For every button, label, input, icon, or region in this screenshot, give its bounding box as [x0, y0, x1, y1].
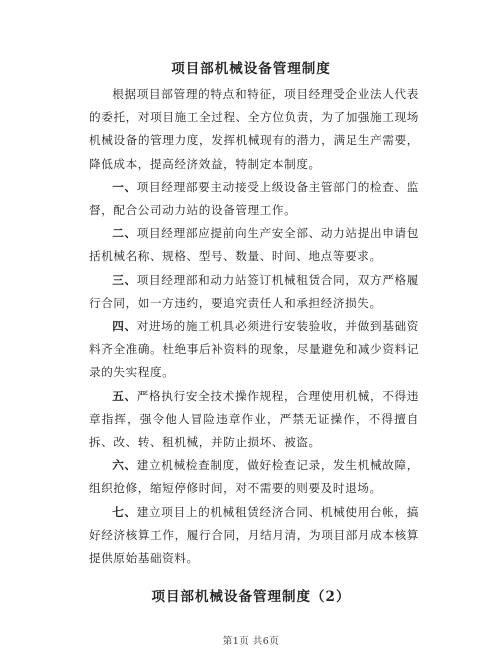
- paragraph-lead: 六、: [112, 458, 137, 473]
- page-number-footer: 第1页 共6页: [222, 636, 280, 647]
- paragraph-lead: 七、: [112, 504, 137, 519]
- paragraph-text: 严格执行安全技术操作规程，合理使用机械，不得违章指挥，强令他人冒险违章作业，严禁无证操作，不得擅自拆、改、转、租机械，并防止损坏、被盗。: [89, 388, 419, 450]
- paragraph-text: 建立项目上的机械租赁经济合同、机械使用台帐，搞好经济核算工作，履行合同，月结月清，为项目部月成本核算提供原始基础资料。: [89, 504, 419, 566]
- paragraph-lead: 一、: [112, 179, 137, 194]
- paragraph-1: [89, 176, 419, 222]
- paragraph-lead: 五、: [112, 388, 137, 403]
- paragraph-intro: [89, 83, 419, 176]
- paragraph-lead: 四、: [112, 319, 137, 334]
- paragraph-text: 对进场的施工机具必须进行安装验收，并做到基础资料齐全准确。杜绝事后补资料的现象，尽量避免和减少资料记录的失实程度。: [89, 319, 419, 380]
- paragraph-text: 项目经理部要主动接受上级设备主管部门的检查、监督，配合公司动力站的设备管理工作。: [89, 179, 419, 218]
- paragraph-text: 项目经理部应提前向生产安全部、动力站提出申请包括机械名称、规格、型号、数量、时间、地点等要求。: [89, 226, 419, 264]
- paragraph-lead: 二、: [112, 226, 137, 241]
- paragraph-lead: 三、: [112, 272, 137, 287]
- paragraph-text: 项目经理部和动力站签订机械租赁合同，双方严格履行合同，如一方违约，要追究责任人和承担经济损失。: [89, 272, 419, 310]
- paragraph-text: 建立机械检查制度，做好检查记录，发生机械故障，组织抢修，缩短停修时间，对不需要的则要及时退场。: [89, 458, 419, 496]
- paragraph-2: [89, 222, 419, 268]
- paragraph-3: [89, 269, 419, 315]
- paragraph-6: [89, 454, 419, 500]
- document-title: 项目部机械设备管理制度: [171, 61, 331, 77]
- paragraph-text: 根据项目部管理的特点和特征，项目经理受企业法人代表的委托，对项目施工全过程、全方位负责，为了加强施工现场机械设备的管理力度，发挥机械现有的潜力，满足生产需要，降低成本，提高经济效益，特制定本制度。: [89, 87, 419, 171]
- second-document-title: 项目部机械设备管理制度（2）: [151, 589, 351, 605]
- paragraph-7: [89, 501, 419, 571]
- document-body: [89, 83, 419, 570]
- paragraph-4: [89, 315, 419, 385]
- paragraph-5: [89, 385, 419, 455]
